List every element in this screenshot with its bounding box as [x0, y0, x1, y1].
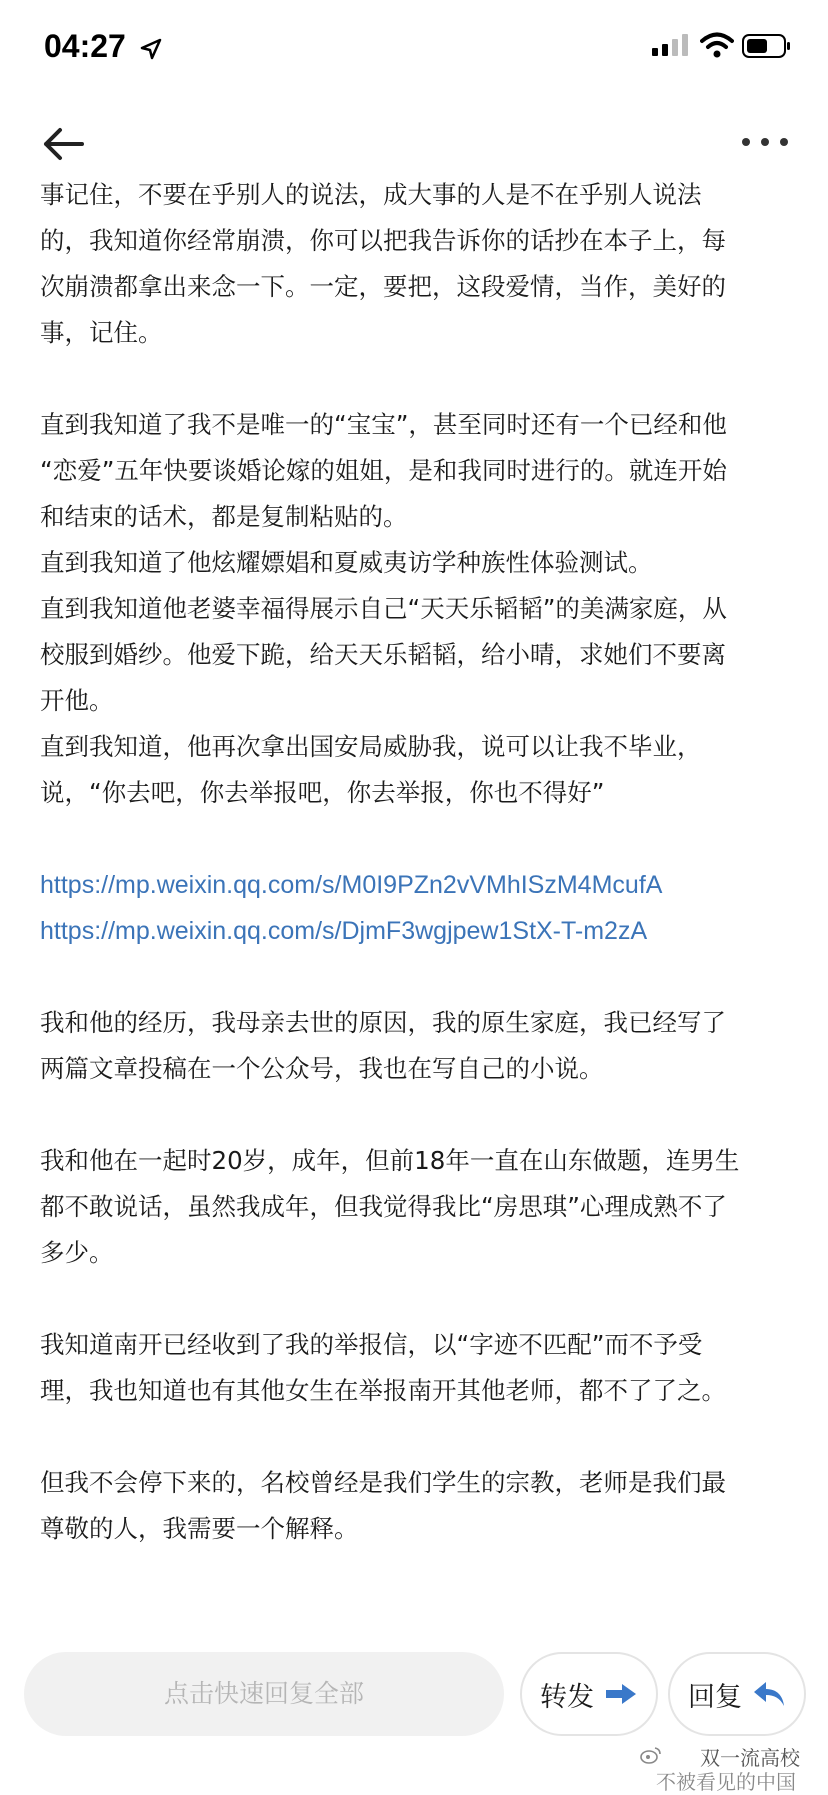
text-line: 开他。 — [40, 686, 114, 715]
reply-label: 回复 — [688, 1681, 742, 1713]
cellular-signal-icon — [652, 34, 692, 56]
battery-icon — [742, 34, 792, 58]
more-dots-icon[interactable] — [738, 130, 792, 154]
text-line: 说，“你去吧，你去举报吧，你去举报，你也不得好” — [40, 778, 605, 807]
paragraph — [40, 1138, 790, 1276]
article-link-2[interactable]: https://mp.weixin.qq.com/s/DjmF3wgjpew1StX-T-m2zA — [40, 917, 648, 945]
nav-bar — [0, 100, 828, 180]
paragraph — [40, 1322, 790, 1414]
status-time: 04:27 — [44, 28, 126, 64]
reply-arrow-icon — [752, 1680, 786, 1708]
link-list — [40, 862, 790, 954]
reply-bar — [0, 1646, 828, 1742]
location-arrow-icon — [140, 38, 162, 60]
text-line: 直到我知道，他再次拿出国安局威胁我，说可以让我不毕业， — [40, 732, 702, 761]
text-line: “恋爱”五年快要谈婚论嫁的姐姐，是和我同时进行的。就连开始 — [40, 456, 727, 485]
text-line: 但我不会停下来的，名校曾经是我们学生的宗教，老师是我们最 — [40, 1468, 726, 1497]
arrow-left-icon[interactable] — [40, 120, 88, 168]
text-line: 次崩溃都拿出来念一下。一定，要把，这段爱情，当作，美好的 — [40, 272, 726, 301]
paragraph — [40, 172, 790, 356]
text-line: 直到我知道了我不是唯一的“宝宝”，甚至同时还有一个已经和他 — [40, 410, 727, 439]
forward-label: 转发 — [540, 1681, 594, 1713]
wifi-icon — [700, 32, 734, 58]
watermark-line-1: 双一流高校 — [700, 1746, 800, 1770]
article-body — [40, 172, 790, 1552]
text-line: 直到我知道他老婆幸福得展示自己“天天乐韬韬”的美满家庭，从 — [40, 594, 727, 623]
article-link-1[interactable]: https://mp.weixin.qq.com/s/M0I9PZn2vVMhISzM4McufA — [40, 871, 663, 899]
paragraph — [40, 1000, 790, 1092]
weibo-logo-icon — [640, 1746, 662, 1764]
status-bar — [0, 0, 828, 100]
text-line: 我和他的经历，我母亲去世的原因，我的原生家庭，我已经写了 — [40, 1008, 726, 1037]
text-line: 校服到婚纱。他爱下跪，给天天乐韬韬，给小晴，求她们不要离 — [40, 640, 726, 669]
reply-button[interactable] — [668, 1652, 806, 1736]
text-line: 都不敢说话，虽然我成年，但我觉得我比“房思琪”心理成熟不了 — [40, 1192, 727, 1221]
text-line: 我和他在一起时20岁，成年，但前18年一直在山东做题，连男生 — [40, 1146, 740, 1175]
text-line: 两篇文章投稿在一个公众号，我也在写自己的小说。 — [40, 1054, 604, 1083]
text-line: 直到我知道了他炫耀嫖娼和夏威夷访学种族性体验测试。 — [40, 548, 653, 577]
forward-button[interactable] — [520, 1652, 658, 1736]
quick-reply-all-input[interactable]: 点击快速回复全部 — [24, 1652, 504, 1736]
text-line: 我知道南开已经收到了我的举报信，以“字迹不匹配”而不予受 — [40, 1330, 703, 1359]
arrow-right-icon — [604, 1682, 638, 1706]
text-line: 和结束的话术，都是复制粘贴的。 — [40, 502, 408, 531]
watermark-line-2: 不被看见的中国 — [656, 1770, 796, 1794]
text-line: 多少。 — [40, 1238, 114, 1267]
paragraph — [40, 402, 790, 816]
paragraph — [40, 1460, 790, 1552]
text-line: 事，记住。 — [40, 318, 163, 347]
text-line: 事记住，不要在乎别人的说法，成大事的人是不在乎别人说法 — [40, 180, 702, 209]
text-line: 的，我知道你经常崩溃，你可以把我告诉你的话抄在本子上，每 — [40, 226, 726, 255]
text-line: 理，我也知道也有其他女生在举报南开其他老师，都不了了之。 — [40, 1376, 726, 1405]
text-line: 尊敬的人，我需要一个解释。 — [40, 1514, 359, 1543]
watermark — [640, 1742, 828, 1792]
